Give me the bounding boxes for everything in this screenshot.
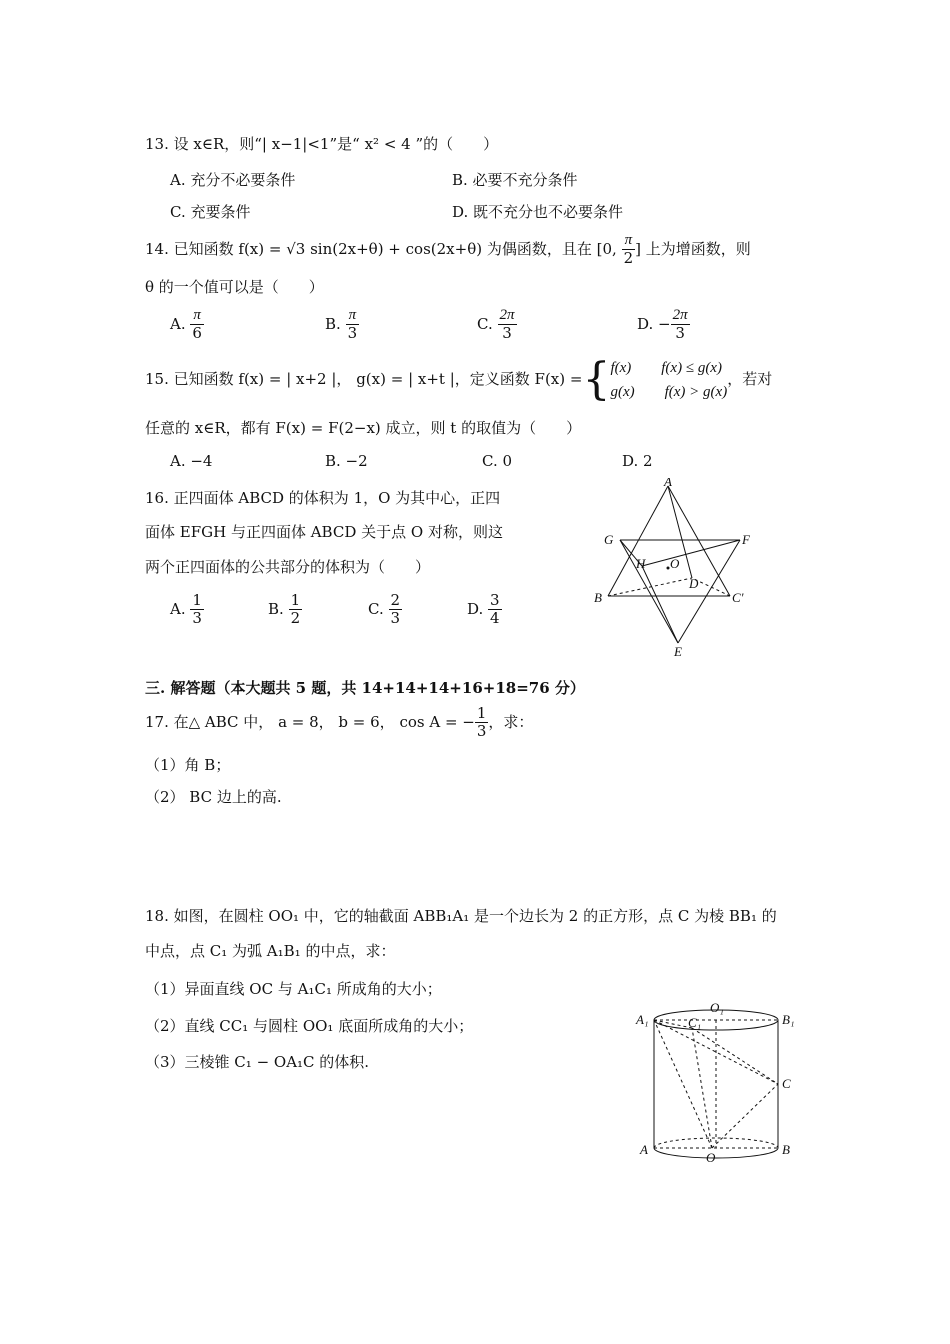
q17-part-1: （1）角 B； [145,756,231,774]
q16-tetrahedra-figure [590,478,760,658]
edge-HE [642,566,678,643]
q14-option-c [477,307,517,343]
q16-line-1: 16. 正四面体 ABCD 的体积为 1，O 为其中心，正四 [145,489,501,507]
q15-case-1: f(x) f(x) ≤ g(x) [610,360,722,376]
q15-option-a: A. −4 [170,452,213,470]
segment-OC [712,1084,778,1148]
frac-num: 3 [490,591,500,609]
q14-frac-den: 2 [623,249,634,268]
q17-stem [145,705,533,741]
q14-stem [145,232,751,268]
label-C: C [782,1076,791,1091]
section-3-title: 三. 解答题（本大题共 5 题，共 14+14+14+16+18=76 分） [145,679,585,697]
segment-OC1 [692,1028,712,1148]
q13-option-d: D. 既不充分也不必要条件 [452,203,624,221]
q13-option-c: C. 充要条件 [170,203,251,221]
q15-brace: { [582,354,611,405]
option-label: C. [368,599,384,618]
frac-num: 1 [192,591,202,609]
label-B: B [782,1142,790,1157]
label-E: E [674,644,682,658]
q14-option-a [170,307,204,343]
q17-part-2: （2） BC 边上的高. [145,788,282,806]
edge-EF [678,540,740,643]
segment-OA1 [654,1020,712,1148]
label-B1: B₁ [782,1012,795,1027]
label-O1: O₁ [710,1000,724,1015]
label-O: O [670,556,680,571]
frac-num: π [190,307,204,325]
option-label: B. [268,599,284,618]
label-F: F [742,532,750,547]
q14-frac-num: π [622,232,636,250]
q15-stem [145,356,772,404]
q17-stem-b: ，求： [488,712,534,731]
q14-interval-fraction [622,232,636,268]
label-A: A [664,478,672,489]
label-D: D [689,576,699,591]
q14-option-d [637,307,690,343]
option-label: B. [325,314,341,333]
frac-den: 4 [490,609,500,628]
label-A: A [640,1142,648,1157]
q15-option-d: D. 2 [622,452,653,470]
q14-option-b [325,307,359,343]
q17-stem-a: 17. 在△ ABC 中， a = 8， b = 6， cos A = − [145,712,475,731]
label-O: O [706,1150,716,1165]
q17-frac-den: 3 [476,722,487,741]
frac-den: 3 [347,324,358,343]
q18-part-1: （1）异面直线 OC 与 A₁C₁ 所成角的大小； [145,980,442,998]
option-label: D. [637,314,654,333]
frac-den: 3 [390,609,401,628]
frac-den: 6 [192,324,202,343]
q15-stem-b: ，若对 [727,370,773,388]
q18-part-3: （3）三棱锥 C₁ − OA₁C 的体积. [145,1053,370,1071]
q15-option-c: C. 0 [482,452,513,470]
q16-option-c [368,592,402,628]
frac-den: 3 [675,324,685,343]
label-H: H [636,556,646,571]
q13-option-a: A. 充分不必要条件 [170,171,296,189]
label-A1: A₁ [636,1012,649,1027]
edge-HF [642,540,740,566]
frac-den: 3 [192,609,202,628]
q16-option-a [170,592,204,628]
label-B: B [594,590,602,605]
q16-line-3: 两个正四面体的公共部分的体积为（ ） [145,558,431,576]
q16-option-b [268,592,302,628]
label-C1: C₁ [688,1015,702,1030]
q15-option-b: B. −2 [325,452,368,470]
frac-den: 2 [290,609,301,628]
q14-stem-a: 14. 已知函数 f(x) = √3 sin(2x+θ) + cos(2x+θ) 为偶函数，且在 [0, [145,239,622,258]
q17-frac-num: 1 [476,704,487,722]
q13-stem: 13. 设 x∈R，则“| x−1|<1”是“ x² < 4 ”的（ ） [145,135,499,153]
frac-num: π [346,307,360,325]
q18-line-2: 中点，点 C₁ 为弧 A₁B₁ 的中点，求： [145,942,396,960]
q14-stem-b: ] 上为增函数，则 [635,239,751,258]
q18-part-2: （2）直线 CC₁ 与圆柱 OO₁ 底面所成角的大小； [145,1017,474,1035]
option-label: A. [170,314,186,333]
option-label: C. [477,314,493,333]
segment-C1C [692,1028,778,1084]
q16-line-2: 面体 EFGH 与正四面体 ABCD 关于点 O 对称，则这 [145,523,503,541]
q14-line2: θ 的一个值可以是（ ） [145,278,324,296]
option-label: A. [170,599,186,618]
q16-option-d [467,592,502,628]
frac-den: 3 [502,324,512,343]
frac-num: 1 [290,591,301,609]
edge-AC [668,486,730,596]
label-C: C' [732,590,744,605]
option-sign: − [658,314,671,333]
q15-stem-a: 15. 已知函数 f(x) = | x+2 |， g(x) = | x+t |，定义函数 F(x) = [145,370,583,388]
q15-case-2: g(x) f(x) > g(x) [610,384,728,400]
option-label: D. [467,599,484,618]
frac-num: 2π [671,307,690,325]
edge-AB [608,486,668,596]
frac-num: 2 [390,591,401,609]
q13-option-b: B. 必要不充分条件 [452,171,578,189]
label-G: G [604,532,614,547]
q15-piecewise [610,356,727,404]
frac-num: 2π [498,307,517,325]
q15-line2: 任意的 x∈R，都有 F(x) = F(2−x) 成立，则 t 的取值为（ ） [145,419,582,437]
q18-line-1: 18. 如图，在圆柱 OO₁ 中，它的轴截面 ABB₁A₁ 是一个边长为 2 的正方形，点 C 为棱 BB₁ 的 [145,907,777,925]
bottom-front-arc [654,1148,778,1158]
q18-cylinder-figure [630,998,800,1168]
